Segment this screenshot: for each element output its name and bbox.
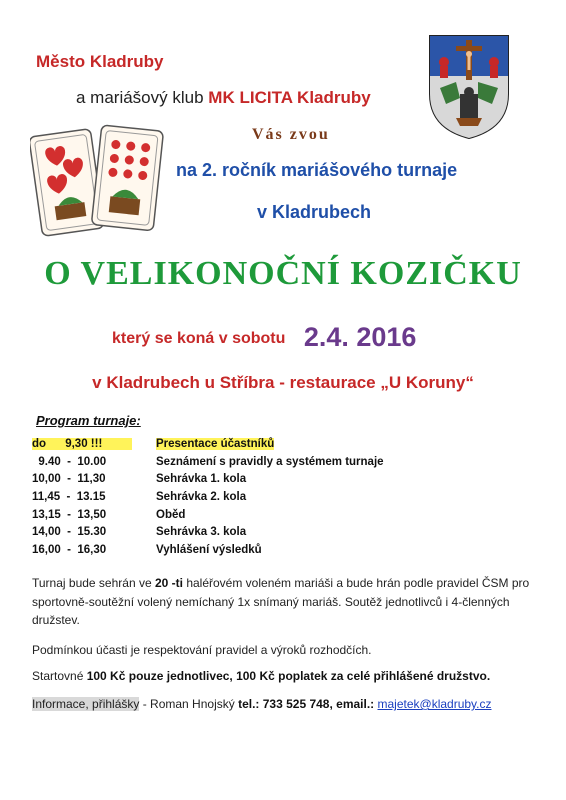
- fee-label: Startovné: [32, 669, 87, 683]
- event-date: 2.4. 2016: [303, 322, 417, 352]
- tournament-edition: na 2. ročník mariášového turnaje: [176, 160, 458, 180]
- schedule-time: 9.40 - 10.00: [32, 455, 107, 468]
- schedule-activity: Seznámení s pravidly a systémem turnaje: [156, 455, 384, 468]
- schedule-activity: Vyhlášení výsledků: [156, 544, 262, 557]
- schedule-time: 10,00 - 11,30: [32, 473, 106, 486]
- schedule-activity: Sehrávka 1. kola: [156, 473, 247, 486]
- event-when-text: který se koná v sobotu: [112, 330, 286, 347]
- coat-of-arms-image: [426, 32, 512, 140]
- info-contact: - Roman Hnojský: [139, 697, 239, 711]
- rules-text-c: haléřovém voleném mariáši a bude hrán podle pravidel ČSM pro sportovně-soutěžní volený nemíchaný 1x snímaný mariáš. Soutěž jednotlivců i 4-členných družstev.: [32, 576, 530, 627]
- schedule-activity: Sehrávka 2. kola: [156, 491, 247, 504]
- town-name: Město Kladruby: [36, 52, 164, 71]
- rules-stake: 20 -ti: [154, 576, 183, 590]
- schedule-time: 13,15 - 13,50: [32, 508, 107, 521]
- event-when: [112, 322, 416, 353]
- fee-paragraph: [32, 667, 538, 686]
- invite-text: Vás zvou: [252, 126, 330, 143]
- club-name: MK LICITA Kladruby: [208, 88, 371, 107]
- rules-paragraph: [32, 574, 538, 630]
- rules-text-a: Turnaj bude sehrán ve: [32, 576, 155, 590]
- schedule-time: 11,45 - 13.15: [32, 491, 106, 504]
- info-label: Informace, přihlášky: [32, 697, 140, 711]
- info-paragraph: [32, 695, 538, 714]
- info-phone: tel.: 733 525 748, email.:: [238, 697, 378, 711]
- playing-cards-image: [30, 122, 166, 240]
- event-venue: v Kladrubech u Stříbra - restaurace „U Koruny“: [92, 373, 474, 392]
- condition-paragraph: Podmínkou účasti je respektování pravidel a výroků rozhodčích.: [32, 643, 372, 657]
- schedule-time: 14,00 - 15.30: [32, 526, 107, 539]
- schedule-activity: Sehrávka 3. kola: [156, 526, 247, 539]
- headline: O VELIKONOČNÍ KOZIČKU: [44, 255, 522, 292]
- fee-amount: 100 Kč pouze jednotlivec, 100 Kč poplatek za celé přihlášené družstvo.: [86, 669, 491, 683]
- club-line: [76, 88, 371, 108]
- schedule-activity: Presentace účastníků: [156, 438, 275, 450]
- schedule-time: do 9,30 !!!: [32, 438, 132, 450]
- tournament-place: v Kladrubech: [257, 202, 372, 222]
- schedule-activity: Oběd: [156, 508, 186, 521]
- program-title: Program turnaje:: [36, 413, 141, 428]
- email-link[interactable]: majetek@kladruby.cz: [377, 697, 492, 711]
- club-prefix: a mariášový klub: [76, 88, 204, 107]
- schedule-time: 16,00 - 16,30: [32, 544, 107, 557]
